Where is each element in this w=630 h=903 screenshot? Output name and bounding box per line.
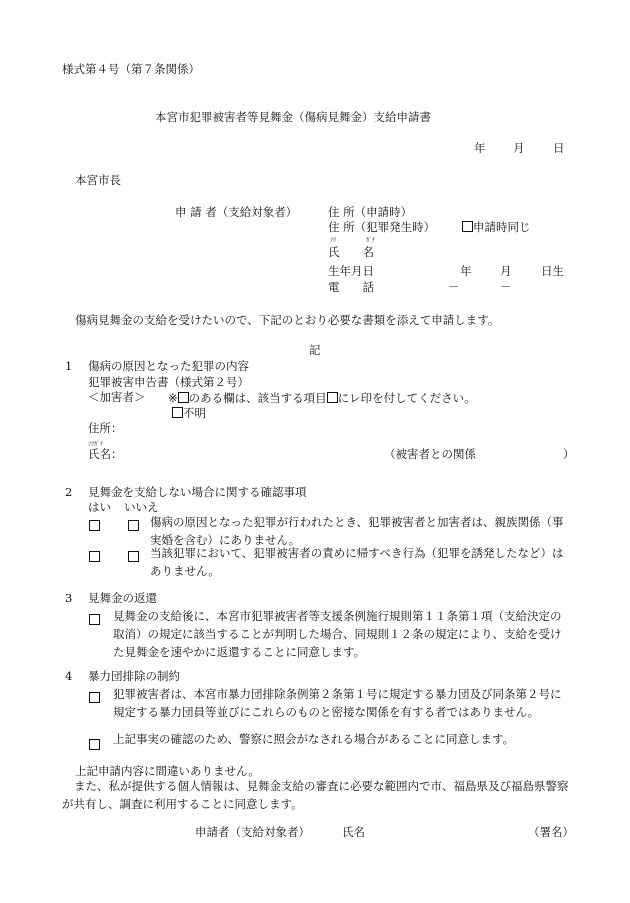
ki-heading: 記 <box>309 343 321 357</box>
checkbox-icon <box>172 407 183 418</box>
item2-no-checkbox[interactable] <box>128 551 139 562</box>
phone-separator-2: － <box>500 280 512 294</box>
phone-separator-1: － <box>448 280 460 294</box>
section4-number: 4 <box>65 669 73 683</box>
no-header: いいえ <box>124 500 159 514</box>
birthdate-day: 日生 <box>541 264 564 278</box>
same-as-application-label: 申請時同じ <box>473 220 531 234</box>
section1-form-ref: 犯罪被害申告書（様式第２号） <box>88 375 249 389</box>
intro-text: 傷病見舞金の支給を受けたいので、下記のとおり必要な書類を添えて申請します。 <box>75 313 500 327</box>
assailant-label: ＜加害者＞ <box>88 390 146 404</box>
gang-exclusion-item-1: 犯罪被害者は、本宮市暴力団排除条例第２条第１号に規定する暴力団及び同条第２号に規定する暴力団員等並びにこれらのものと密接な関係を有する者ではありません。 <box>113 687 562 719</box>
item1-yes-checkbox[interactable] <box>89 520 100 531</box>
section2-title: 見舞金を支給しない場合に関する確認事項 <box>88 485 307 499</box>
birthdate-label: 生年月日 <box>328 264 374 278</box>
checkbox-instruction: ※ のある欄は、該当する項目 にレ印を付してください。 <box>168 391 476 405</box>
section3-number: 3 <box>65 591 73 605</box>
same-as-application-checkbox[interactable] <box>462 221 531 234</box>
unknown-label: 不明 <box>183 406 206 420</box>
date-day: 日 <box>553 141 565 155</box>
closing-line-2: また、私が提供する個人情報は、見舞金支給の審査に必要な範囲内で市、福島県及び福島県警察が共有し、調査に利用することに同意します。 <box>62 779 569 811</box>
furigana-gana: ｶﾞﾅ <box>366 237 376 244</box>
section2-number: 2 <box>65 485 73 499</box>
addressee: 本宮市長 <box>75 173 121 187</box>
date-month: 月 <box>513 141 525 155</box>
refund-item: 見舞金の支給後に、本宮市犯罪被害者等支援条例施行規則第１１条第１項（支給決定の取消）の規定に該当することが判明した場合、同規則１２条の規定により、支給を受けた見舞金を速やかに返還することに同意します。 <box>113 609 562 659</box>
applicant-label: 申 請 者（支給対象者） <box>175 205 298 219</box>
signature-name-label: 氏名 <box>342 825 365 839</box>
gang-exclusion-checkbox-2[interactable] <box>89 739 100 750</box>
gang-exclusion-checkbox-1[interactable] <box>89 692 100 703</box>
section3-title: 見舞金の返還 <box>88 591 157 605</box>
address-at-crime-label: 住 所（犯罪発生時） <box>328 220 436 234</box>
assailant-name-label: 氏名： <box>88 447 123 461</box>
section4-title: 暴力団排除の制約 <box>88 669 180 683</box>
document-title: 本宮市犯罪被害者等見舞金（傷病見舞金）支給申請書 <box>155 110 431 124</box>
gang-exclusion-item-2: 上記事実の確認のため、警察に照会がなされる場合があることに同意します。 <box>113 732 515 746</box>
checkbox-icon <box>178 392 189 403</box>
applicant-name-label: 氏 名 <box>328 245 374 259</box>
form-number: 様式第４号（第７条関係） <box>62 62 200 76</box>
section1-title: 傷病の原因となった犯罪の内容 <box>88 359 249 373</box>
item2-yes-checkbox[interactable] <box>89 551 100 562</box>
relation-close: ） <box>563 447 575 461</box>
checkbox-icon <box>462 221 473 232</box>
refund-agree-checkbox[interactable] <box>89 614 100 625</box>
assailant-furigana: ﾌﾘｶﾞﾅ <box>88 441 104 448</box>
relation-label: （被害者との関係 <box>384 447 476 461</box>
birthdate-year: 年 <box>460 264 472 278</box>
signature-applicant-label: 申請者（支給対象者） <box>195 825 310 839</box>
confirm-item-1: 傷病の原因となった犯罪が行われたとき、犯罪被害者と加害者は、親族関係（事実婚を含む）にありません。 <box>150 515 564 547</box>
unknown-checkbox[interactable] <box>172 407 206 420</box>
checkbox-icon <box>327 392 338 403</box>
phone-label: 電 話 <box>328 280 374 294</box>
assailant-address-label: 住所： <box>88 421 123 435</box>
signature-seal-label: （署名） <box>528 825 574 839</box>
address-at-application-label: 住 所（申請時） <box>328 205 413 219</box>
birthdate-month: 月 <box>500 264 512 278</box>
furigana-fu: ﾌﾘ <box>330 237 337 244</box>
confirm-item-2: 当該犯罪において、犯罪被害者の責めに帰すべき行為（犯罪を誘発したなど）はありません。 <box>150 546 564 578</box>
section1-number: 1 <box>65 359 73 373</box>
closing-line-1: 上記申請内容に間違いありません。 <box>75 764 260 778</box>
date-year: 年 <box>474 141 486 155</box>
item1-no-checkbox[interactable] <box>128 520 139 531</box>
yes-header: はい <box>88 500 111 514</box>
